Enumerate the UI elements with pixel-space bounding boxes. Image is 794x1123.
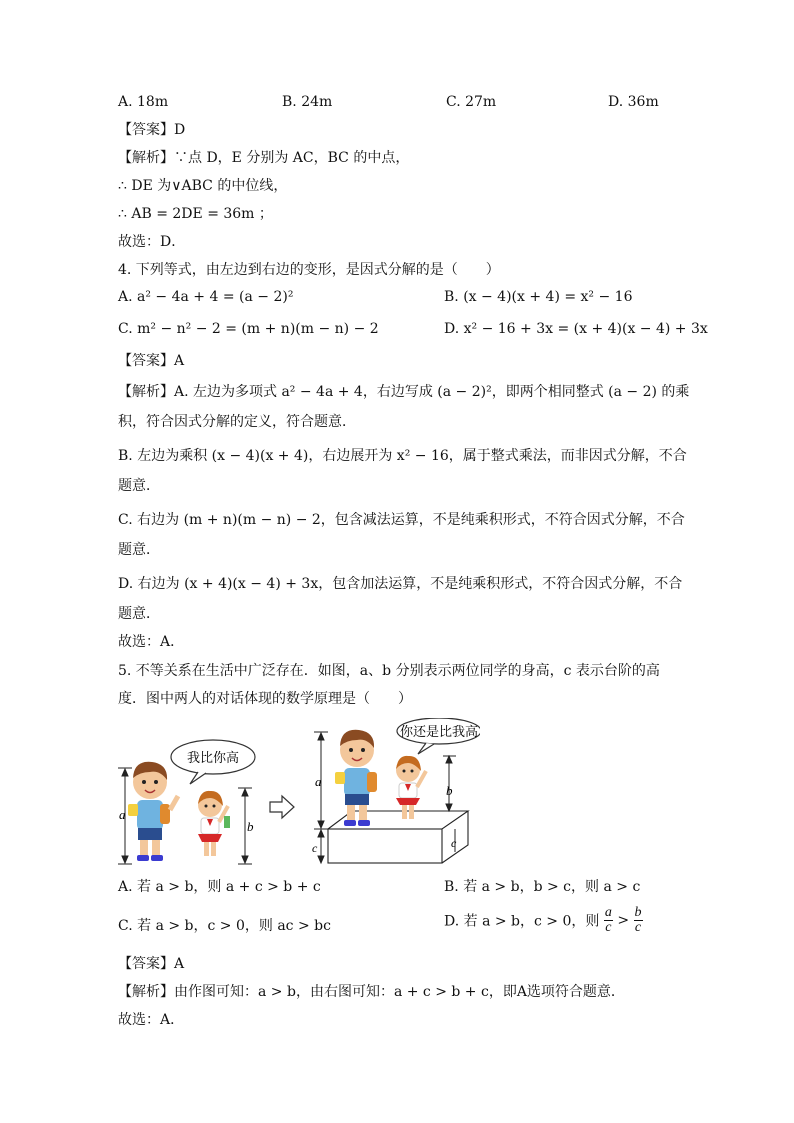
q4-option-b: B. (x − 4)(x + 4) = x² − 16: [444, 289, 633, 305]
label-a-right: a: [315, 774, 322, 789]
q5-option-b: B. 若 a > b，b > c，则 a > c: [444, 879, 641, 895]
q3-analysis-line: 故选：D．: [118, 234, 186, 250]
label-c-left: c: [312, 841, 318, 855]
q5-option-a: A. 若 a > b，则 a + c > b + c: [118, 879, 321, 895]
q3-option-b: B. 24m: [282, 94, 333, 110]
q5-analysis-line: 故选：A．: [118, 1012, 185, 1028]
bubble-right: [397, 718, 480, 754]
fraction-denominator: c: [605, 920, 612, 935]
fraction-b-over-c: [634, 906, 643, 935]
label-b-right: b: [446, 783, 453, 798]
q3-analysis-line: ∴ AB = 2DE = 36m ；: [118, 206, 273, 222]
q5-stem-line: 5. 不等关系在生活中广泛存在．如图，a、b 分别表示两位同学的身高，c 表示台阶的高: [118, 663, 660, 679]
q5-analysis-line: 【解析】由作图可知：a > b，由右图可知：a + c > b + c，即A选项符合题意．: [118, 984, 625, 1000]
girl-illustration: [396, 756, 426, 819]
q4-option-c: C. m² − n² − 2 = (m + n)(m − n) − 2: [118, 321, 379, 337]
q4-analysis-line: B. 左边为乘积 (x − 4)(x + 4)，右边展开为 x² − 16，属于整式乘法，而非因式分解，不合: [118, 448, 687, 464]
boy-illustration: [128, 762, 178, 861]
q4-analysis-line: 题意．: [118, 542, 160, 558]
q3-option-c: C. 27m: [446, 94, 497, 110]
bubble-left: [171, 740, 255, 784]
fraction-numerator: b: [634, 905, 642, 920]
girl-illustration: [198, 791, 230, 856]
fraction-numerator: a: [604, 905, 612, 920]
q4-option-a: A. a² − 4a + 4 = (a − 2)²: [118, 289, 294, 305]
q4-analysis-line: 【解析】A. 左边为多项式 a² − 4a + 4，右边写成 (a − 2)²，即两个相同整式 (a − 2) 的乘: [118, 384, 690, 400]
right-arrow-icon: [270, 796, 294, 818]
q4-option-d: D. x² − 16 + 3x = (x + 4)(x − 4) + 3x: [444, 321, 708, 337]
q5-stem-line: 度．图中两人的对话体现的数学原理是（ ）: [118, 691, 412, 707]
bubble-right-text: 你还是比我高: [399, 724, 479, 739]
greater-than-sign: >: [617, 912, 630, 929]
label-a-left: a: [119, 807, 126, 822]
q4-analysis-line: 故选：A．: [118, 634, 185, 650]
q3-analysis-line: 【解析】∵点 D，E 分别为 AC，BC 的中点，: [118, 150, 410, 166]
label-b-left: b: [247, 819, 254, 834]
q4-analysis-line: 积，符合因式分解的定义，符合题意．: [118, 414, 356, 430]
q5-option-c: C. 若 a > b，c > 0，则 ac > bc: [118, 918, 331, 934]
q5-option-d: [444, 906, 643, 935]
q5-answer: 【答案】A: [118, 956, 185, 972]
q5-figure: [110, 718, 480, 870]
q3-option-d: D. 36m: [608, 94, 659, 110]
q3-option-a: A. 18m: [118, 94, 169, 110]
q4-stem: 4. 下列等式，由左边到右边的变形，是因式分解的是（ ）: [118, 262, 500, 278]
q4-answer: 【答案】A: [118, 353, 185, 369]
bubble-left-text: 我比你高: [186, 750, 240, 765]
q4-analysis-line: C. 右边为 (m + n)(m − n) − 2，包含减法运算，不是纯乘积形式，不符合因式分解，不合: [118, 512, 685, 528]
fraction-denominator: c: [634, 920, 642, 935]
q4-analysis-line: 题意．: [118, 606, 160, 622]
boy-illustration: [335, 730, 377, 826]
q4-analysis-line: 题意．: [118, 478, 160, 494]
q3-analysis-line: ∴ DE 为∨ABC 的中位线，: [118, 178, 288, 194]
measure-c-left: [318, 830, 324, 863]
label-c-right: c: [451, 836, 457, 850]
q5-option-d-prefix: D. 若 a > b，c > 0，则: [444, 913, 600, 930]
q4-analysis-line: D. 右边为 (x + 4)(x − 4) + 3x，包含加法运算，不是纯乘积形式，不符合因式分解，不合: [118, 576, 683, 592]
fraction-a-over-c: [604, 906, 613, 935]
q3-answer: 【答案】D: [118, 122, 186, 138]
